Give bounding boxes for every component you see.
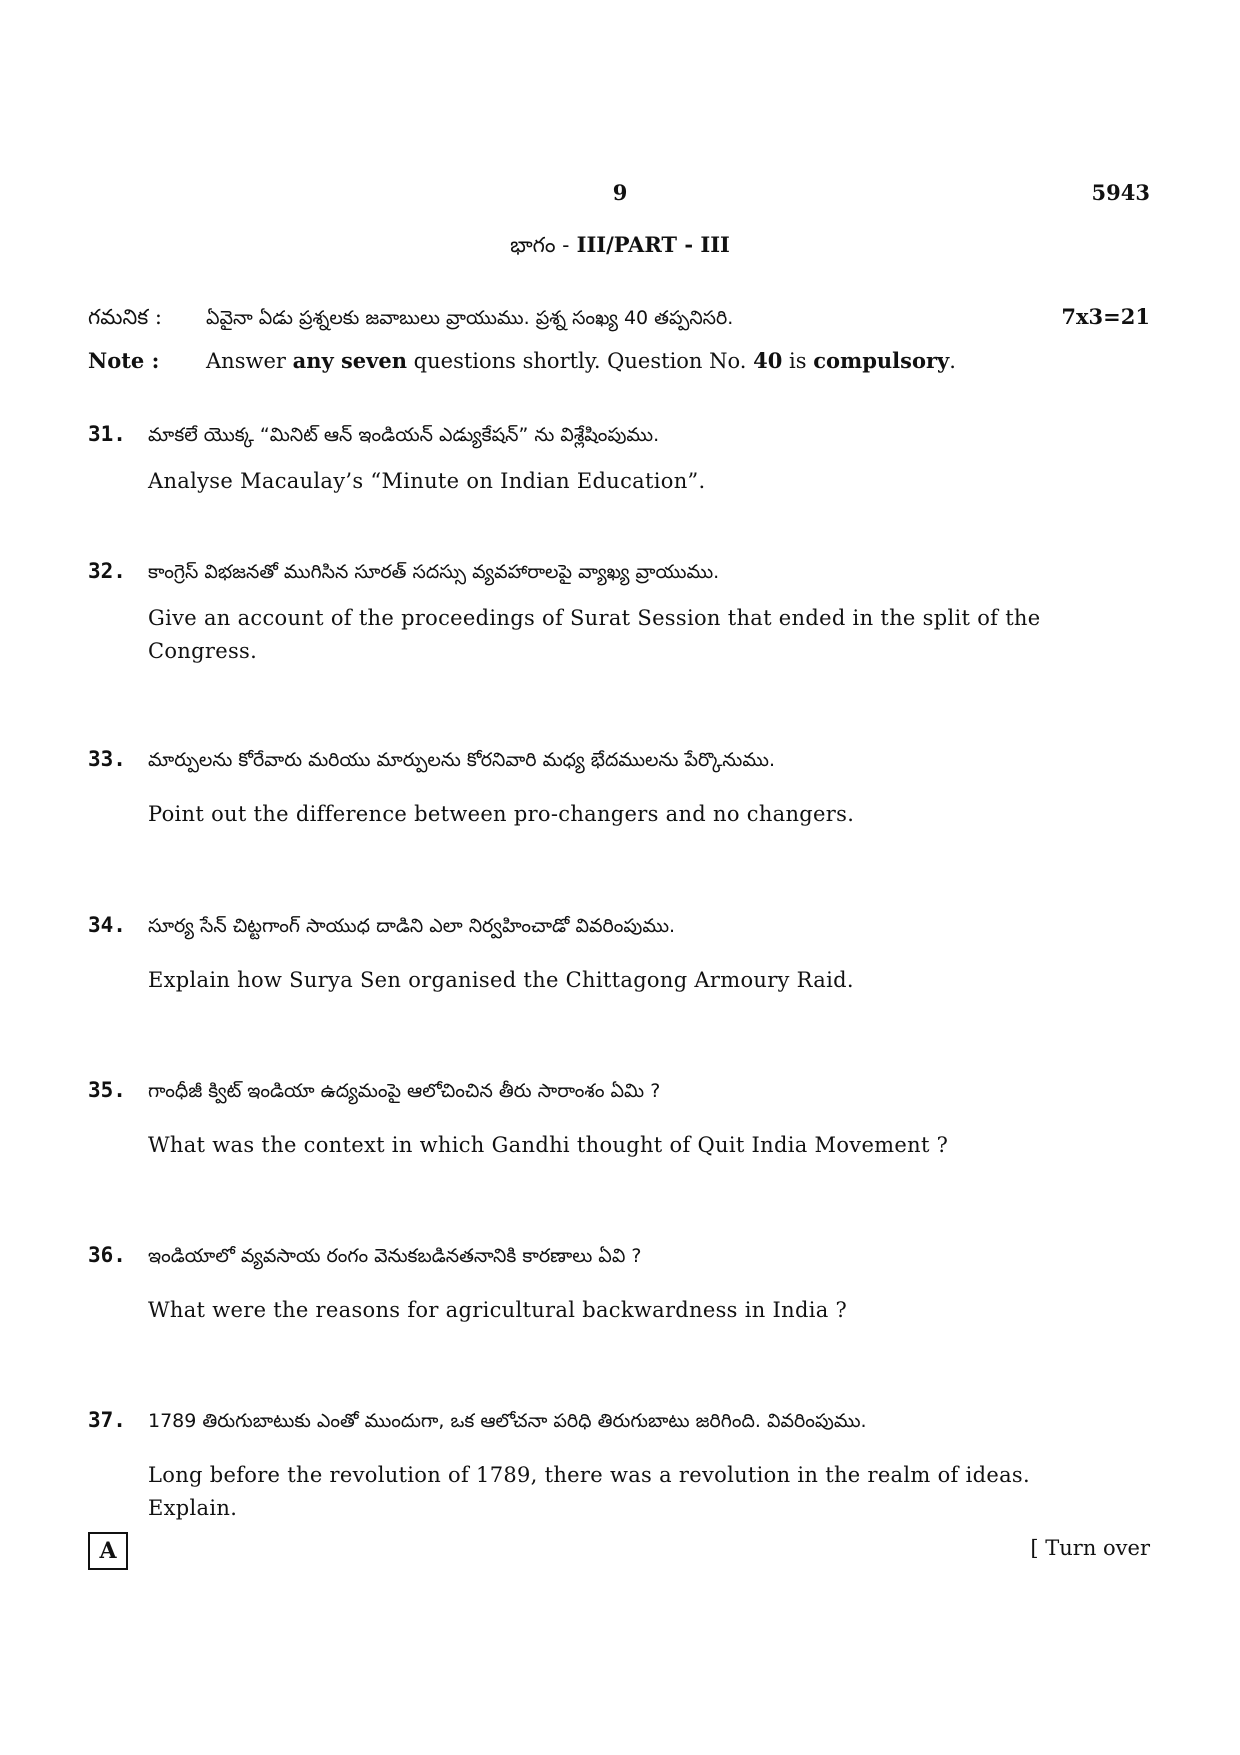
question-36 (88, 1243, 1098, 1327)
note-text: Answer any seven questions shortly. Question No. 40 is compulsory. (206, 348, 956, 373)
question-34 (88, 913, 1098, 997)
question-telugu: 1789 తిరుగుబాటుకు ఎంతో ముందుగా, ఒక ఆలోచనా పరిధి తిరుగుబాటు జరిగింది. వివరింపుము. (148, 1410, 867, 1432)
paper-series-mark: A (88, 1532, 128, 1570)
question-telugu: సూర్య సేన్ చిట్టగాంగ్ సాయుధ దాడిని ఎలా నిర్వహించాడో వివరింపుము. (148, 915, 676, 937)
part-heading-english: III/PART - III (576, 232, 730, 257)
question-35 (88, 1078, 1098, 1162)
instruction-english-row (88, 348, 1150, 373)
instruction-telugu-text: ఏవైనా ఏడు ప్రశ్నలకు జవాబులు వ్రాయుము. ప్రశ్న సంఖ్య 40 తప్పనిసరి. (206, 307, 734, 329)
question-english: Analyse Macaulay’s “Minute on Indian Education”. (148, 469, 706, 493)
question-english: Give an account of the proceedings of Surat Session that ended in the split of the Congress. (148, 606, 1041, 663)
question-number: 34. (88, 913, 126, 937)
instruction-telugu-label: గమనిక : (88, 305, 162, 329)
paper-code: 5943 (1091, 180, 1150, 205)
question-telugu: మార్పులను కోరేవారు మరియు మార్పులను కోరనివారి మధ్య భేదములను పేర్కొనుము. (148, 749, 776, 771)
question-telugu: గాంధీజీ క్విట్ ఇండియా ఉద్యమంపై ఆలోచించిన తీరు సారాంశం ఏమి ? (148, 1080, 661, 1102)
question-english: What were the reasons for agricultural backwardness in India ? (148, 1298, 848, 1322)
question-english: Explain how Surya Sen organised the Chittagong Armoury Raid. (148, 968, 854, 992)
question-31 (88, 422, 1098, 498)
question-english: Long before the revolution of 1789, there was a revolution in the realm of ideas. Explain. (148, 1463, 1030, 1520)
turn-over-note: [ Turn over (1030, 1536, 1150, 1560)
page-number: 9 (612, 180, 628, 205)
part-heading (0, 232, 1240, 263)
question-37 (88, 1408, 1098, 1525)
note-label: Note : (88, 348, 160, 373)
question-number: 32. (88, 559, 126, 583)
question-number: 36. (88, 1243, 126, 1267)
part-heading-telugu: భాగం - (510, 233, 570, 257)
question-33 (88, 747, 1098, 831)
marks-allocation: 7x3=21 (1061, 304, 1150, 329)
question-english: Point out the difference between pro-changers and no changers. (148, 802, 855, 826)
question-telugu: మాకలే యొక్క “మినిట్ ఆన్ ఇండియన్ ఎడ్యుకేషన్” ను విశ్లేషింపుము. (148, 424, 660, 446)
question-32 (88, 559, 1098, 668)
question-number: 33. (88, 747, 126, 771)
question-number: 35. (88, 1078, 126, 1102)
instruction-telugu-row (88, 304, 1150, 335)
question-number: 31. (88, 422, 126, 446)
question-number: 37. (88, 1408, 126, 1432)
question-telugu: కాంగ్రెస్ విభజనతో ముగిసిన సూరత్ సదస్సు వ్యవహారాలపై వ్యాఖ్య వ్రాయుము. (148, 561, 720, 583)
question-english: What was the context in which Gandhi thought of Quit India Movement ? (148, 1133, 949, 1157)
question-telugu: ఇండియాలో వ్యవసాయ రంగం వెనుకబడినతనానికి కారణాలు ఏవి ? (148, 1245, 642, 1267)
